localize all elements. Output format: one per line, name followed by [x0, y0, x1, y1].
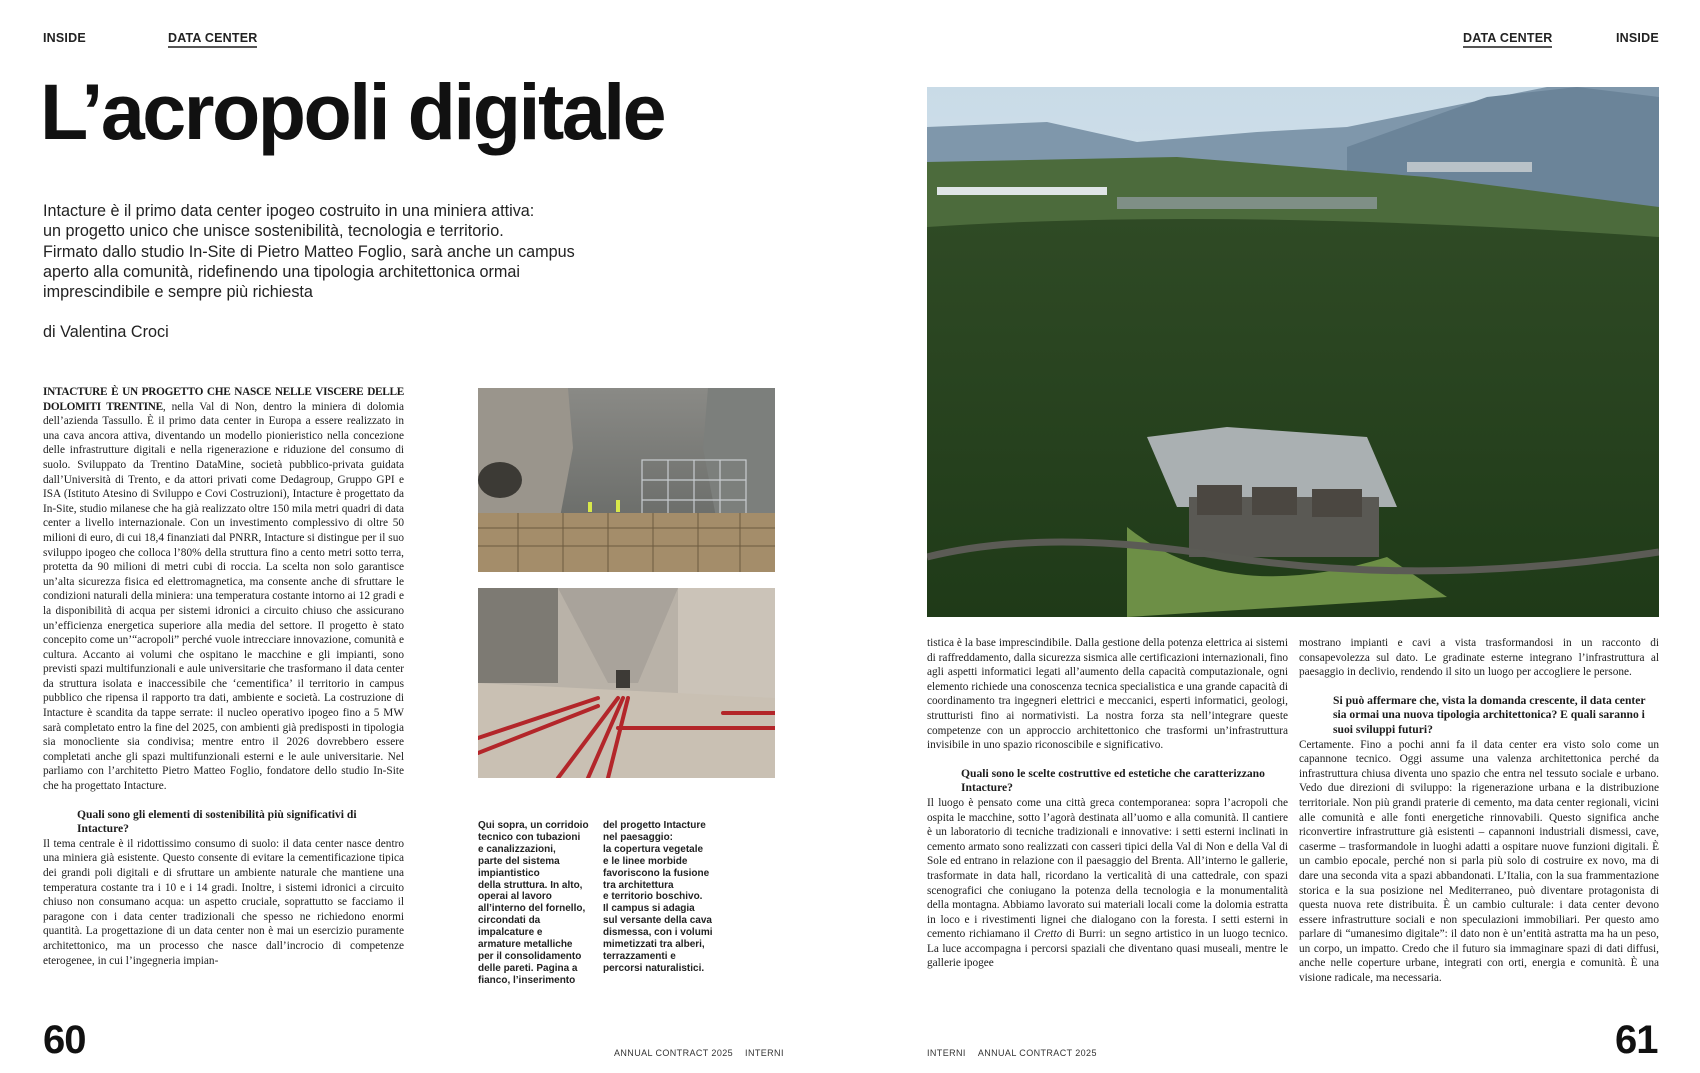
section-label: INSIDE	[43, 31, 86, 45]
running-footer	[927, 1048, 1097, 1058]
standfirst-line: Intacture è il primo data center ipogeo costruito in una miniera attiva:	[43, 202, 535, 220]
interview-answer: Il tema centrale è il ridottissimo consumo di suolo: il data center nasce dentro una miniera già esistente. Questo consente di evitare la cementificazione tipica dei grandi poli digitali e di sfruttare un ambiente naturale che mantiene una temperatura costante tra i 10 e i 14 gradi. Inoltre, i sistemi idronici a circuito chiuso non consumano acqua: un aspetto cruciale, soprattutto se facciamo il paragone con i data center tradizionali che spesso ne richiedono enormi quantità. La progettazione di un data center non è mai un esercizio puramente architettonico, ma un processo che nasce dall’incrocio di competenze eterogenee, in cui l’ingegneria impian-	[43, 837, 404, 967]
photo-caption-col-1: Qui sopra, un corridoio tecnico con tubazioni e canalizzazioni, parte del sistema impiantistico della struttura. In alto, operai al lavoro all’interno del fornello, circondati da impalcature e armature metalliche per il consolidamento delle pareti. Pagina a fianco, l’inserimento	[478, 820, 589, 986]
standfirst-line: un progetto unico che unisce sostenibilità, tecnologia e territorio.	[43, 222, 504, 241]
standfirst	[43, 201, 683, 302]
technical-corridor-photo	[478, 588, 775, 778]
aerial-render-photo	[927, 87, 1659, 617]
running-footer	[614, 1048, 784, 1058]
interview-answer: Certamente. Fino a pochi anni fa il data center era visto solo come un capannone tecnico. Oggi assume una valenza architettonica perché da infrastruttura chiusa diventa uno spazio che entra nel tessuto sociale e urbano. Vedo due direzioni di sviluppo: la rigenerazione urbana e la distribuzione territoriale. Non più grandi praterie di cemento, ma data center regionali, vicini alle comunità e alle fonti energetiche rinnovabili. Questo significa anche riconvertire infrastrutture già esistenti – capannoni industriali dismessi, cave, caserme – trasformandole in luoghi adatti a ospitare nuove funzioni digitali. È un cambio epocale, perché non si parla più solo di costruire ex novo, ma di dare una seconda vita a spazi abbandonati. L’Italia, con la sua frammentazione storica e la sua posizione nel Mediterraneo, può diventare protagonista di questa nuova rete distribuita. È un cambio culturale: i data center devono essere infrastrutture sociali e non speculazioni immobiliari. Per questo amo parlare di “umanesimo digitale”: il dato non è un’entità astratta ma ha un peso, un corpo, un impatto. Credo che il futuro sia immaginare spazi di dati diffusi, anche nelle coperture urbane, integrati con orti, energia e comunità. È una visione radicale, ma necessaria.	[1299, 738, 1659, 985]
standfirst-line: imprescindibile e sempre più richiesta	[43, 283, 313, 302]
page-number: 60	[43, 1018, 86, 1062]
interview-question: Quali sono le scelte costruttive ed estetiche che caratterizzano Intacture?	[961, 766, 1265, 795]
body-paragraph: mostrano impianti e cavi a vista trasformandosi in un racconto di consapevolezza sul dato. Le gradinate esterne integrano l’infrastruttura al paesaggio in declivio, rendendo il sito un luogo per accogliere le persone.	[1299, 637, 1659, 679]
magazine-name: INTERNI	[745, 1048, 784, 1058]
body-column-1	[43, 385, 404, 968]
topic-label: DATA CENTER	[168, 31, 257, 48]
topic-label: DATA CENTER	[1463, 31, 1552, 48]
photo-image	[478, 388, 775, 572]
article-title: L’acropoli digitale	[40, 67, 665, 156]
interview-question: Si può affermare che, vista la domanda crescente, il data center sia ormai una nuova tipologia architettonica? E quali saranno i suoi sviluppi futuri?	[1333, 693, 1646, 736]
page-number: 61	[1615, 1018, 1658, 1062]
quarry-construction-photo	[478, 388, 775, 572]
issue-name: ANNUAL CONTRACT 2025	[614, 1048, 734, 1058]
interview-answer: Il luogo è pensato come una città greca contemporanea: sopra l’acropoli che ospita le macchine, sotto l’agorà destinata all’uomo e alla comunità. Il cantiere è un laboratorio di tecniche tradizionali e innovative: i setti esterni inclinati in cemento armato sono realizzati con casseri tipici della Val di Non e della Val di Sole ed entrano in relazione con il paesaggio del Brenta. All’interno le gallerie, trasformate in data hall, ricordano la verticalità di una cattedrale, con spazi scenografici che coniugano la potenza della tecnologia e la monumentalità della montagna. Abbiamo lavorato sui materiali locali come la dolomia estratta in loco e i rivestimenti lignei che dialogano con la foresta. I setti esterni in cemento richiamano il Cretto di Burri: un segno artistico in un luogo tecnico. La luce accompagna i percorsi spaziali che diventano quasi museali, mentre le gallerie ipogee	[927, 796, 1288, 970]
photo-caption-col-2: del progetto Intacture nel paesaggio: la copertura vegetale e le linee morbide favoriscono la fusione tra architettura e territorio boschivo. Il campus si adagia sul versante della cava dismessa, con i volumi mimetizzati tra alberi, terrazzamenti e percorsi naturalistici.	[603, 820, 713, 974]
magazine-name: INTERNI	[927, 1048, 966, 1058]
body-column-2	[927, 636, 1288, 971]
byline: di Valentina Croci	[43, 323, 169, 341]
standfirst-line: Firmato dallo studio In-Site di Pietro Matteo Foglio, sarà anche un campus	[43, 242, 575, 261]
section-label: INSIDE	[1616, 31, 1659, 45]
body-paragraph: tistica è la base imprescindibile. Dalla gestione della potenza elettrica ai sistemi di raffreddamento, dalla sicurezza sismica alle certificazioni internazionali, fino agli aspetti informatici legati all’aumento della capacità computazionale, ogni elemento richiede una conoscenza tecnica specialistica e una grande capacità di coordinamento tra ingegneri elettrici e meccanici, esperti informatici, geologi, strutturisti fino ai normativisti. La nostra forza sta nell’integrare queste competenze con un approccio architettonico che trasformi un’infrastruttura invisibile in uno spazio riconoscibile e significativo.	[927, 637, 1288, 752]
standfirst-line: aperto alla comunità, ridefinendo una tipologia architettonica ormai	[43, 262, 520, 281]
interview-question: Quali sono gli elementi di sostenibilità più significativi di Intacture?	[77, 807, 357, 836]
issue-name: ANNUAL CONTRACT 2025	[977, 1048, 1097, 1058]
body-paragraph: INTACTURE È UN PROGETTO CHE NASCE NELLE VISCERE DELLE DOLOMITI TRENTINE, nella Val di Non, dentro la miniera di dolomia dell’azienda Tassullo. È il primo data center in Europa a essere realizzato in una cava ancora attiva, diventando un modello pionieristico nella concezione delle infrastrutture digitali e nella rigenerazione e riduzione del consumo di suolo. Sviluppato da Trentino DataMine, società pubblico-privata guidata dall’Università di Trento, e da attori privati come Dedagroup, Gruppo GPI e ISA (Istituto Atesino di Sviluppo e Covi Costruzioni), Intacture è progettato da In-Site, studio milanese che ha già realizzato oltre 150 mila metri quadri di data center a livello internazionale. Con un investimento complessivo di oltre 50 milioni di euro, di cui 18,4 finanziati dal PNRR, Intacture si distingue per il suo sviluppo ipogeo che colloca l’80% della struttura fino a cento metri sotto terra, protetta da 90 milioni di metri cubi di roccia. La scelta non solo garantisce un’alta sicurezza fisica ed elettromagnetica, ma consente anche di sfruttare le condizioni naturali della miniera: una temperatura costante intorno ai 12 gradi e la disponibilità di acqua per sistemi idronici a circuito chiuso che assicurano un’efficienza energetica superiore alla media del settore. Il progetto è stato concepito come un’“acropoli” perché vuole intrecciare innovazione, comunità e cultura. Accanto ai volumi che ospitano le macchine e gli impianti, sono previsti spazi multifunzionali e aule universitarie che trasformano il data center da struttura isolata e inaccessibile che ‘cementifica’ il territorio in campus pubblico che ripensa il rapporto tra dati, ambiente e società. La costruzione di Intacture è scandita da tappe serrate: il nucleo operativo ipogeo fino a 5 MW sarà completato entro la fine del 2025, con ambienti già predisposti in tipologia sia monocliente sia condivisa; mentre entro il 2026 dovrebbero essere completati anche gli spazi multifunzionali esterni e le aule universitarie. Nel parliamo con l’architetto Pietro Matteo Foglio, fondatore dello studio In-Site che ha progettato Intacture.	[43, 386, 405, 793]
photo-image	[478, 588, 775, 778]
photo-image	[927, 87, 1659, 617]
lead-in: INTACTURE È UN PROGETTO CHE NASCE NELLE VISCERE DELLE DOLOMITI TRENTINE	[43, 386, 404, 413]
body-column-3	[1299, 636, 1659, 986]
